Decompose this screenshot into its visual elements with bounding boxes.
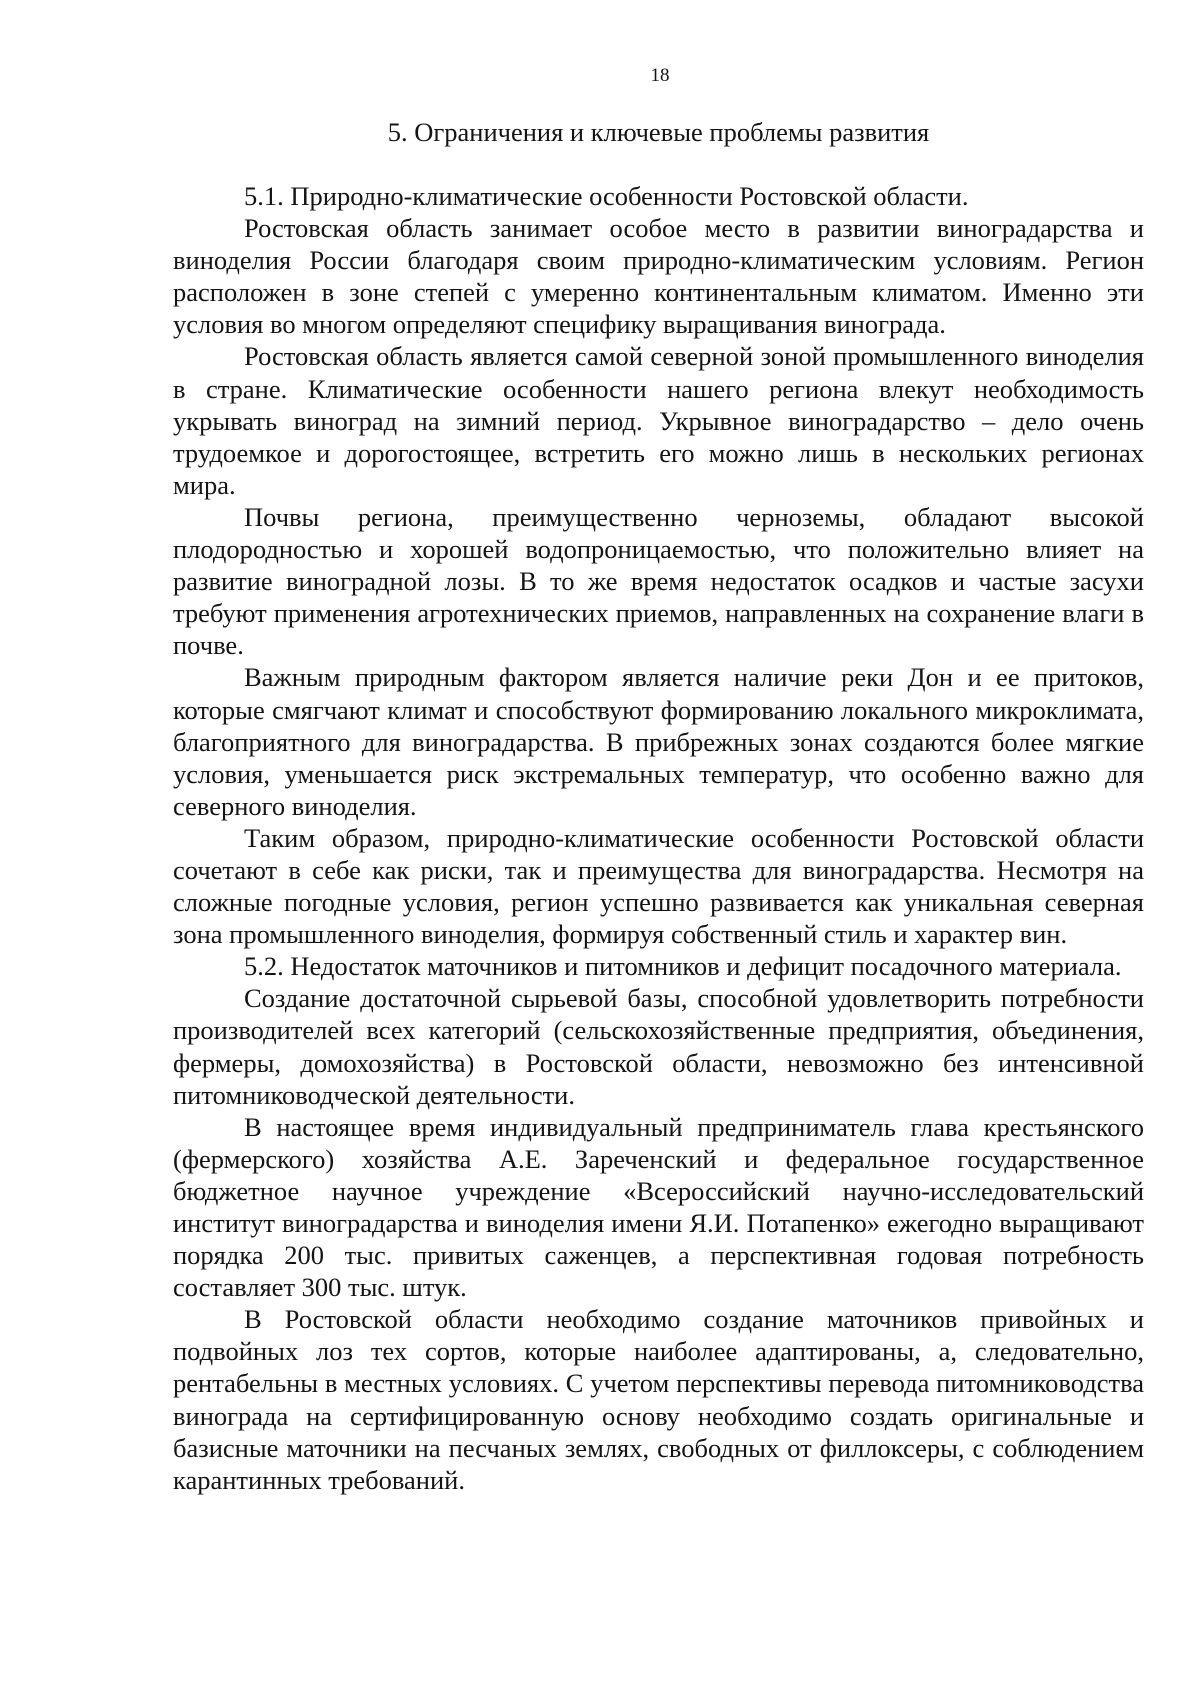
paragraph: Ростовская область занимает особое место в развитии виноградарства и виноделия России благодаря своим природно-климатическим условиям. Регион расположен в зоне степей с умеренно континентальным климатом. Именно эти условия во многом определяют специфику выращивания винограда. [173, 213, 1144, 340]
subsection-heading-5-1: 5.1. Природно-климатические особенности Ростовской области. [244, 181, 969, 211]
section-title: 5. Ограничения и ключевые проблемы развития [387, 117, 930, 147]
paragraph: В настоящее время индивидуальный предприниматель глава крестьянского (фермерского) хозяйства А.Е. Зареченский и федеральное государственное бюджетное научное учреждение «Всероссийский научно-исследовательский институт виноградарства и виноделия имени Я.И. Потапенко» ежегодно выращивают порядка 200 тыс. привитых саженцев, а перспективная годовая потребность составляет 300 тыс. штук. [173, 1111, 1144, 1303]
paragraph: В Ростовской области необходимо создание маточников привойных и подвойных лоз тех сортов, которые наиболее адаптированы, а, следовательно, рентабельны в местных условиях. С учетом перспективы перевода питомниководства винограда на сертифицированную основу необходимо создать оригинальные и базисные маточники на песчаных землях, свободных от филлоксеры, с соблюдением карантинных требований. [173, 1304, 1144, 1495]
page-number: 18 [650, 65, 670, 86]
paragraph: Важным природным фактором является наличие реки Дон и ее притоков, которые смягчают климат и способствуют формированию локального микроклимата, благоприятного для виноградарства. В прибрежных зонах создаются более мягкие условия, уменьшается риск экстремальных температур, что особенно важно для северного виноделия. [173, 662, 1144, 821]
paragraph: Ростовская область является самой северной зоной промышленного виноделия в стране. Климатические особенности нашего региона влекут необходимость укрывать виноград на зимний период. Укрывное виноградарство – дело очень трудоемкое и дорогостоящее, встретить его можно лишь в нескольких регионах мира. [173, 341, 1144, 500]
paragraph: Почвы региона, преимущественно черноземы, обладают высокой плодородностью и хорошей водопроницаемостью, что положительно влияет на развитие виноградной лозы. В то же время недостаток осадков и частые засухи требуют применения агротехнических приемов, направленных на сохранение влаги в почве. [173, 501, 1144, 661]
document-body [173, 180, 1144, 1496]
paragraph: Создание достаточной сырьевой базы, способной удовлетворить потребности производителей всех категорий (сельскохозяйственные предприятия, объединения, фермеры, домохозяйства) в Ростовской области, невозможно без интенсивной питомниководческой деятельности. [173, 983, 1144, 1110]
subsection-heading-5-2: 5.2. Недостаток маточников и питомников и дефицит посадочного материала. [244, 951, 1122, 982]
paragraph: Таким образом, природно-климатические особенности Ростовской области сочетают в себе как риски, так и преимущества для виноградарства. Несмотря на сложные погодные условия, регион успешно развивается как уникальная северная зона промышленного виноделия, формируя собственный стиль и характер вин. [173, 822, 1144, 950]
